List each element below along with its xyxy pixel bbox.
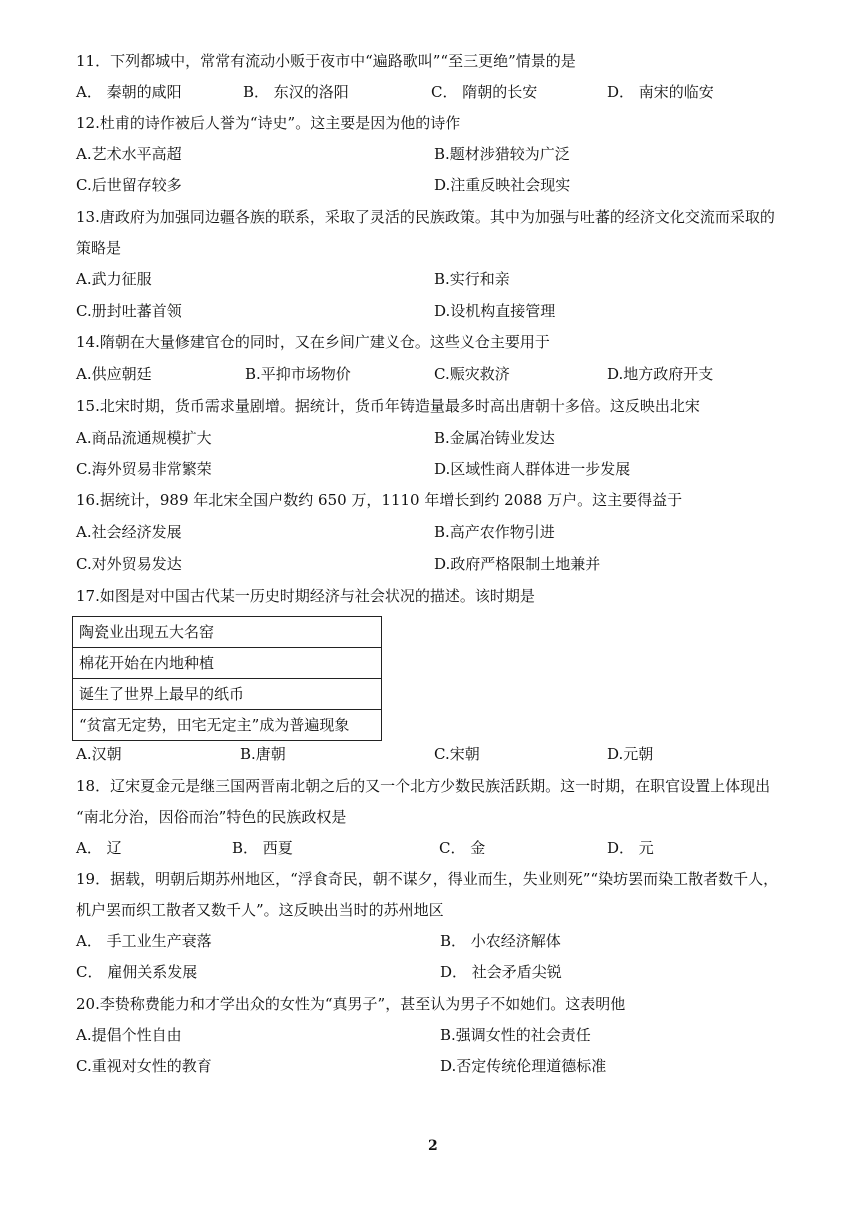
question-20-option-a: A.提倡个性自由 [76, 1026, 182, 1044]
question-19-option-b: B． 小农经济解体 [440, 932, 561, 950]
question-12-option-b: B.题材涉猎较为广泛 [434, 145, 570, 163]
question-12-option-a: A.艺术水平高超 [76, 145, 182, 163]
question-17-option-c: C.宋朝 [434, 745, 480, 763]
question-13-option-a: A.武力征服 [76, 270, 152, 288]
question-15-option-c: C.海外贸易非常繁荣 [76, 460, 212, 478]
question-18-option-a: A． 辽 [76, 839, 122, 857]
question-17-option-b: B.唐朝 [240, 745, 286, 763]
question-18-stem-line2: “南北分治，因俗而治”特色的民族政权是 [76, 808, 347, 826]
question-18-option-c: C． 金 [439, 839, 486, 857]
question-11-option-a: A． 秦朝的咸阳 [76, 83, 182, 101]
question-14-option-c: C.赈灾救济 [434, 365, 510, 383]
question-13-stem-line1: 13.唐政府为加强同边疆各族的联系，采取了灵活的民族政策。其中为加强与吐蕃的经济文化交流而采取的 [76, 208, 775, 226]
question-14-option-b: B.平抑市场物价 [245, 365, 351, 383]
question-17-option-d: D.元朝 [607, 745, 654, 763]
question-11-option-c: C． 隋朝的长安 [431, 83, 538, 101]
question-13-stem-line2: 策略是 [76, 239, 122, 257]
question-19-stem-line2: 机户罢而织工散者又数千人”。这反映出当时的苏州地区 [76, 901, 444, 919]
question-20-option-c: C.重视对女性的教育 [76, 1057, 212, 1075]
question-15-option-a: A.商品流通规模扩大 [76, 429, 212, 447]
question-11-stem: 11．下列都城中，常常有流动小贩于夜市中“遍路歌叫”“至三更绝”情景的是 [76, 52, 576, 70]
question-17-table-row: 陶瓷业出现五大名窑 [73, 617, 381, 648]
question-16-option-d: D.政府严格限制土地兼并 [434, 555, 601, 573]
question-15-option-d: D.区域性商人群体进一步发展 [434, 460, 631, 478]
question-17-table [72, 616, 382, 741]
question-17-stem: 17.如图是对中国古代某一历史时期经济与社会状况的描述。该时期是 [76, 587, 535, 605]
question-13-option-c: C.册封吐蕃首领 [76, 302, 182, 320]
question-11-option-b: B． 东汉的洛阳 [243, 83, 349, 101]
question-18-option-d: D． 元 [607, 839, 654, 857]
question-13-option-b: B.实行和亲 [434, 270, 510, 288]
question-19-option-c: C． 雇佣关系发展 [76, 963, 198, 981]
question-16-option-c: C.对外贸易发达 [76, 555, 182, 573]
question-19-stem-line1: 19．据载，明朝后期苏州地区，“浮食奇民，朝不谋夕，得业而生，失业则死”“染坊罢而染工散者数千人， [76, 870, 779, 888]
question-13-option-d: D.设机构直接管理 [434, 302, 556, 320]
question-16-stem: 16.据统计，989 年北宋全国户数约 650 万，1110 年增长到约 2088 万户。这主要得益于 [76, 491, 683, 509]
question-14-option-a: A.供应朝廷 [76, 365, 152, 383]
question-17-table-row: 棉花开始在内地种植 [73, 648, 381, 679]
question-16-option-b: B.高产农作物引进 [434, 523, 555, 541]
question-14-option-d: D.地方政府开支 [607, 365, 714, 383]
question-18-stem-line1: 18．辽宋夏金元是继三国两晋南北朝之后的又一个北方少数民族活跃期。这一时期，在职官设置上体现出 [76, 777, 771, 795]
question-11-option-d: D． 南宋的临安 [607, 83, 714, 101]
question-19-option-d: D． 社会矛盾尖锐 [440, 963, 562, 981]
question-12-stem: 12.杜甫的诗作被后人誉为“诗史”。这主要是因为他的诗作 [76, 114, 461, 132]
question-16-option-a: A.社会经济发展 [76, 523, 182, 541]
question-19-option-a: A． 手工业生产衰落 [76, 932, 212, 950]
question-18-option-b: B． 西夏 [232, 839, 293, 857]
question-20-option-b: B.强调女性的社会责任 [440, 1026, 591, 1044]
question-15-option-b: B.金属冶铸业发达 [434, 429, 555, 447]
question-20-stem: 20.李贽称费能力和才学出众的女性为“真男子”，甚至认为男子不如她们。这表明他 [76, 995, 626, 1013]
question-17-table-row: “贫富无定势，田宅无定主”成为普遍现象 [79, 716, 350, 734]
question-12-option-c: C.后世留存较多 [76, 176, 182, 194]
page-number: 2 [428, 1138, 438, 1154]
question-15-stem: 15.北宋时期，货币需求量剧增。据统计，货币年铸造量最多时高出唐朝十多倍。这反映出北宋 [76, 397, 700, 415]
question-20-option-d: D.否定传统伦理道德标准 [440, 1057, 607, 1075]
question-14-stem: 14.隋朝在大量修建官仓的同时，又在乡间广建义仓。这些义仓主要用于 [76, 333, 550, 351]
question-17-table-row: 诞生了世界上最早的纸币 [73, 679, 381, 710]
question-12-option-d: D.注重反映社会现实 [434, 176, 571, 194]
question-17-option-a: A.汉朝 [76, 745, 122, 763]
